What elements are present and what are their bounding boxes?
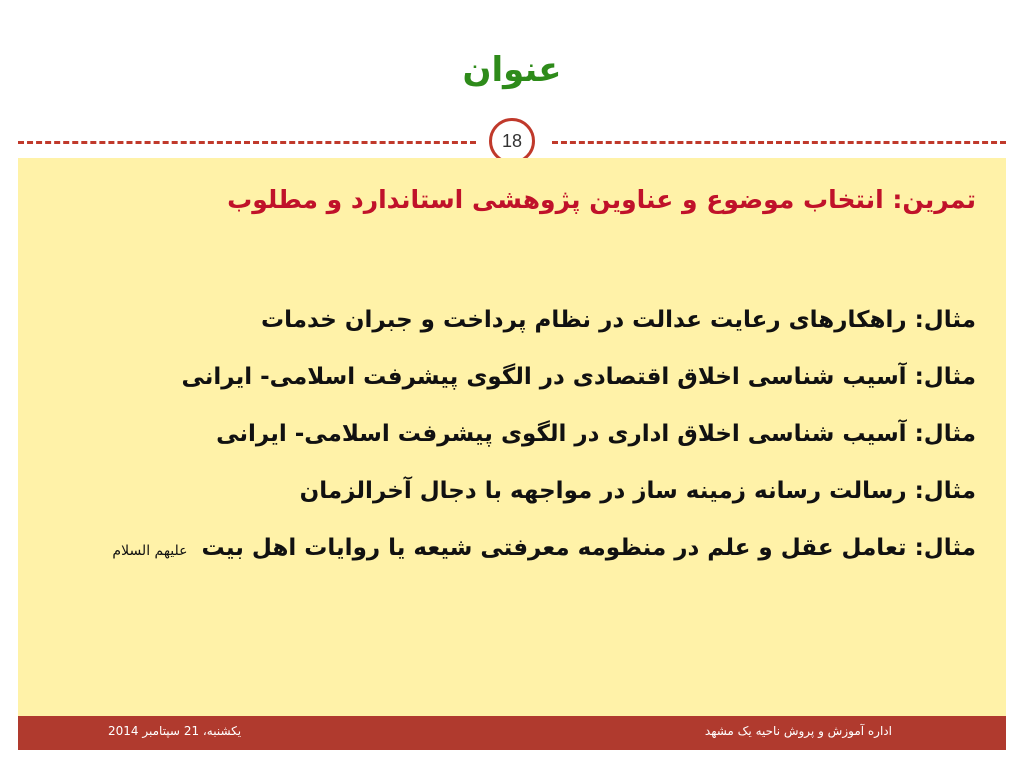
footer-bar bbox=[18, 716, 1006, 750]
footer-date: یکشنبه، 21 سپتامبر 2014 bbox=[108, 724, 242, 738]
examples-list bbox=[36, 292, 976, 580]
example-honorific: علیهم السلام bbox=[112, 543, 188, 559]
example-item bbox=[36, 292, 976, 349]
exercise-heading: تمرین: انتخاب موضوع و عناوین پژوهشی استاندارد و مطلوب bbox=[227, 185, 976, 214]
example-item bbox=[36, 349, 976, 406]
example-text: مثال: آسیب شناسی اخلاق اقتصادی در الگوی پیشرفت اسلامی- ایرانی bbox=[181, 364, 976, 390]
example-item bbox=[36, 463, 976, 520]
divider-right bbox=[552, 141, 1006, 144]
example-text: مثال: راهکارهای رعایت عدالت در نظام پرداخت و جبران خدمات bbox=[261, 307, 976, 333]
content-text bbox=[36, 176, 976, 580]
example-text: مثال: آسیب شناسی اخلاق اداری در الگوی پیشرفت اسلامی- ایرانی bbox=[216, 421, 976, 447]
example-item bbox=[36, 406, 976, 463]
example-text: مثال: رسالت رسانه زمینه ساز در مواجهه با دجال آخرالزمان bbox=[299, 478, 976, 504]
example-item bbox=[36, 520, 976, 580]
content-area bbox=[18, 158, 1006, 716]
footer-organization: اداره آموزش و پروش ناحیه یک مشهد bbox=[704, 724, 892, 738]
page-number: 18 bbox=[501, 130, 523, 151]
divider-left bbox=[18, 141, 476, 144]
example-text: مثال: تعامل عقل و علم در منظومه معرفتی شیعه یا روایات اهل بیت bbox=[201, 535, 976, 561]
slide-title: عنوان bbox=[462, 50, 562, 90]
